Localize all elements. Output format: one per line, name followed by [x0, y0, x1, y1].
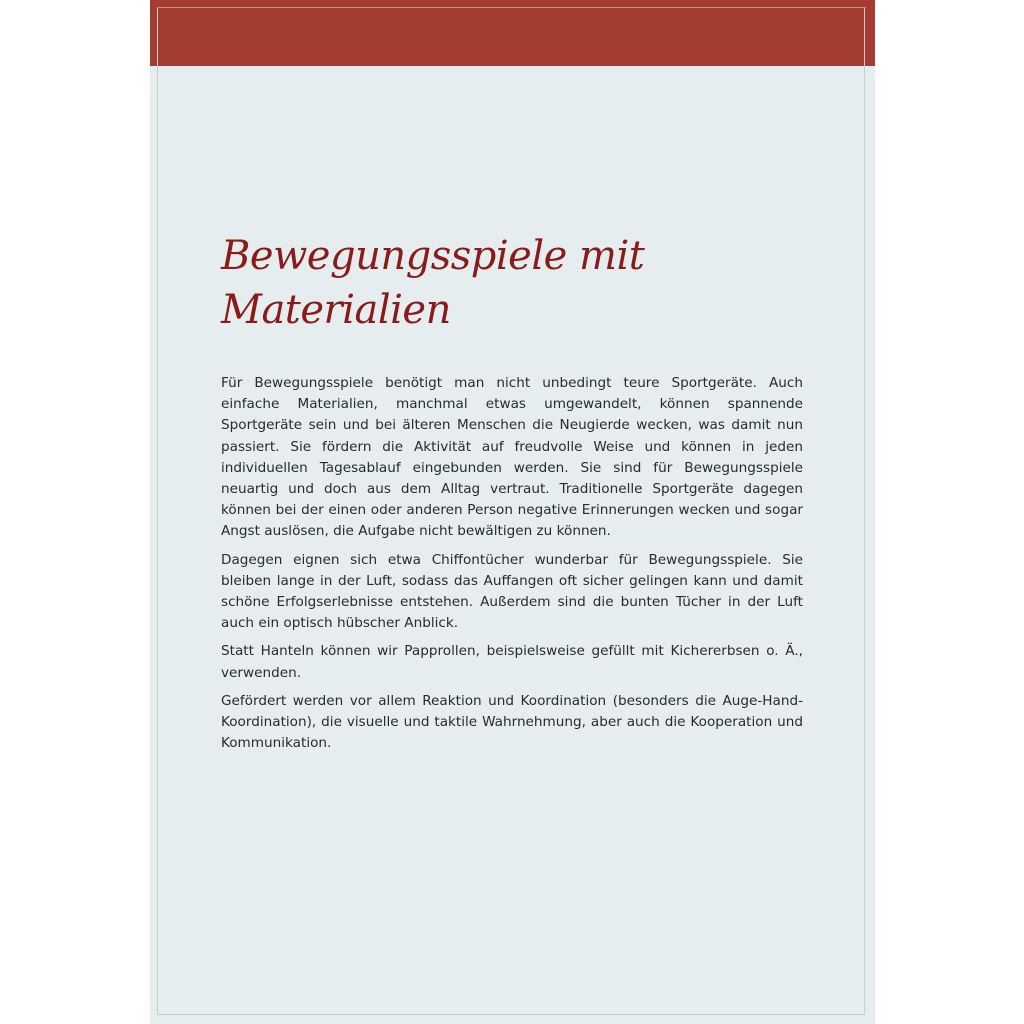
paragraph-1: Für Bewegungsspiele benötigt man nicht unbedingt teure Sportgeräte. Auch einfache Materialien, manchmal etwas umgewandelt, können spannende Sportgeräte sein und bei älteren Menschen die Neugierde wecken, was damit nun passiert. Sie fördern die Aktivität auf freudvolle Weise und können in jeden individuellen Tagesablauf eingebunden werden. Sie sind für Bewegungsspiele neuartig und doch aus dem Alltag vertraut. Traditionelle Sportgeräte dagegen können bei der einen oder anderen Person negative Erinnerungen wecken und sogar Angst auslösen, die Aufgabe nicht bewältigen zu können.: [221, 375, 803, 540]
paragraph-4: Gefördert werden vor allem Reaktion und Koordination (besonders die Auge-Hand-Koordination), die visuelle und taktile Wahrnehmung, aber auch die Kooperation und Kommunikation.: [221, 692, 803, 752]
page-title-line-2: Materialien: [221, 287, 451, 333]
page-title-line-1: Bewegungsspiele mit: [221, 233, 645, 279]
document-page: [150, 0, 875, 1024]
page-frame-top: [157, 7, 866, 8]
body-text: [221, 373, 803, 761]
page-title: [221, 229, 821, 337]
paragraph-2: Dagegen eignen sich etwa Chiffontücher wunderbar für Bewegungsspiele. Sie bleiben lange in der Luft, sodass das Auffangen oft sicher gelingen kann und damit schöne Erfolgserlebnisse entstehen. Außerdem sind die bunten Tücher in der Luft auch ein optisch hübscher Anblick.: [221, 551, 803, 632]
paragraph-3: Statt Hanteln können wir Papprollen, beispielsweise gefüllt mit Kichererbsen o. Ä., verwenden.: [221, 643, 803, 681]
